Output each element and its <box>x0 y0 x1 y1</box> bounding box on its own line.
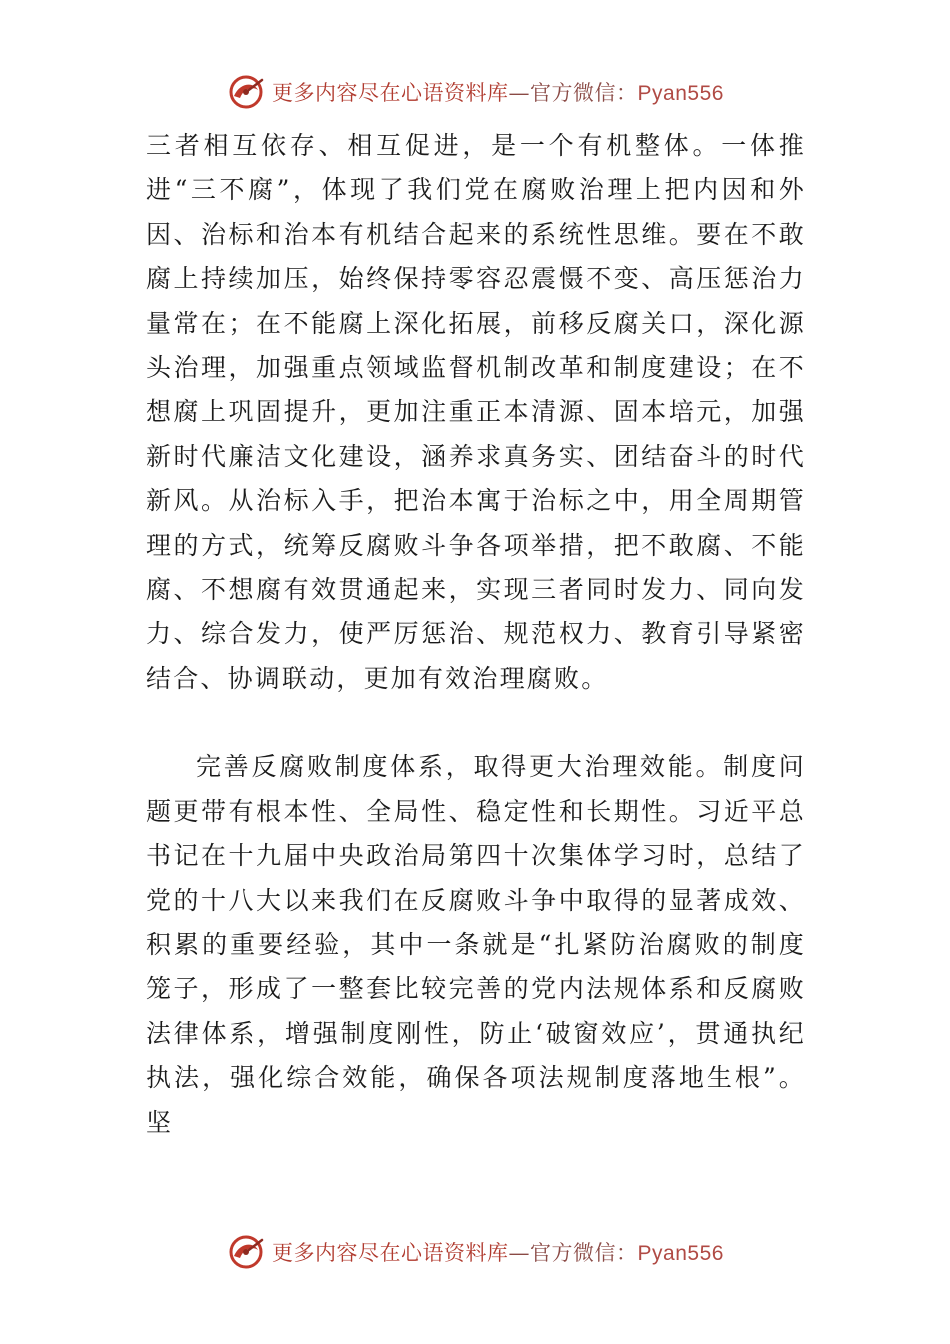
footer-wechat-id: Pyan556 <box>637 1242 724 1265</box>
header-banner <box>0 70 950 114</box>
swirl-logo-icon <box>226 1232 266 1272</box>
footer-slogan: 更多内容尽在心语资料库—官方微信：Pyan556 <box>272 1241 724 1265</box>
footer-banner <box>0 1230 950 1274</box>
header-wechat-id: Pyan556 <box>637 82 724 105</box>
header-slogan: 更多内容尽在心语资料库—官方微信：Pyan556 <box>272 81 724 105</box>
swirl-logo-icon <box>226 72 266 112</box>
paragraph-1: 三者相互依存、相互促进，是一个有机整体。一体推进“三不腐”，体现了我们党在腐败治理上把内因和外因、治标和治本有机结合起来的系统性思维。要在不敢腐上持续加压，始终保持零容忍震慑不变、高压惩治力量常在；在不能腐上深化拓展，前移反腐关口，深化源头治理，加强重点领域监督机制改革和制度建设；在不想腐上巩固提升，更加注重正本清源、固本培元，加强新时代廉洁文化建设，涵养求真务实、团结奋斗的时代新风。从治标入手，把治本寓于治标之中，用全周期管理的方式，统筹反腐败斗争各项举措，把不敢腐、不能腐、不想腐有效贯通起来，实现三者同时发力、同向发力、综合发力，使严厉惩治、规范权力、教育引导紧密结合、协调联动，更加有效治理腐败。 <box>146 131 806 693</box>
paragraph-2: 完善反腐败制度体系，取得更大治理效能。制度问题更带有根本性、全局性、稳定性和长期性。习近平总书记在十九届中央政治局第四十次集体学习时，总结了党的十八大以来我们在反腐败斗争中取得的显著成效、积累的重要经验，其中一条就是“扎紧防治腐败的制度笼子，形成了一整套比较完善的党内法规体系和反腐败法律体系，增强制度刚性，防止‘破窗效应’，贯通执纪执法，强化综合效能，确保各项法规制度落地生根”。坚 <box>146 752 806 1137</box>
document-body <box>146 124 806 1145</box>
